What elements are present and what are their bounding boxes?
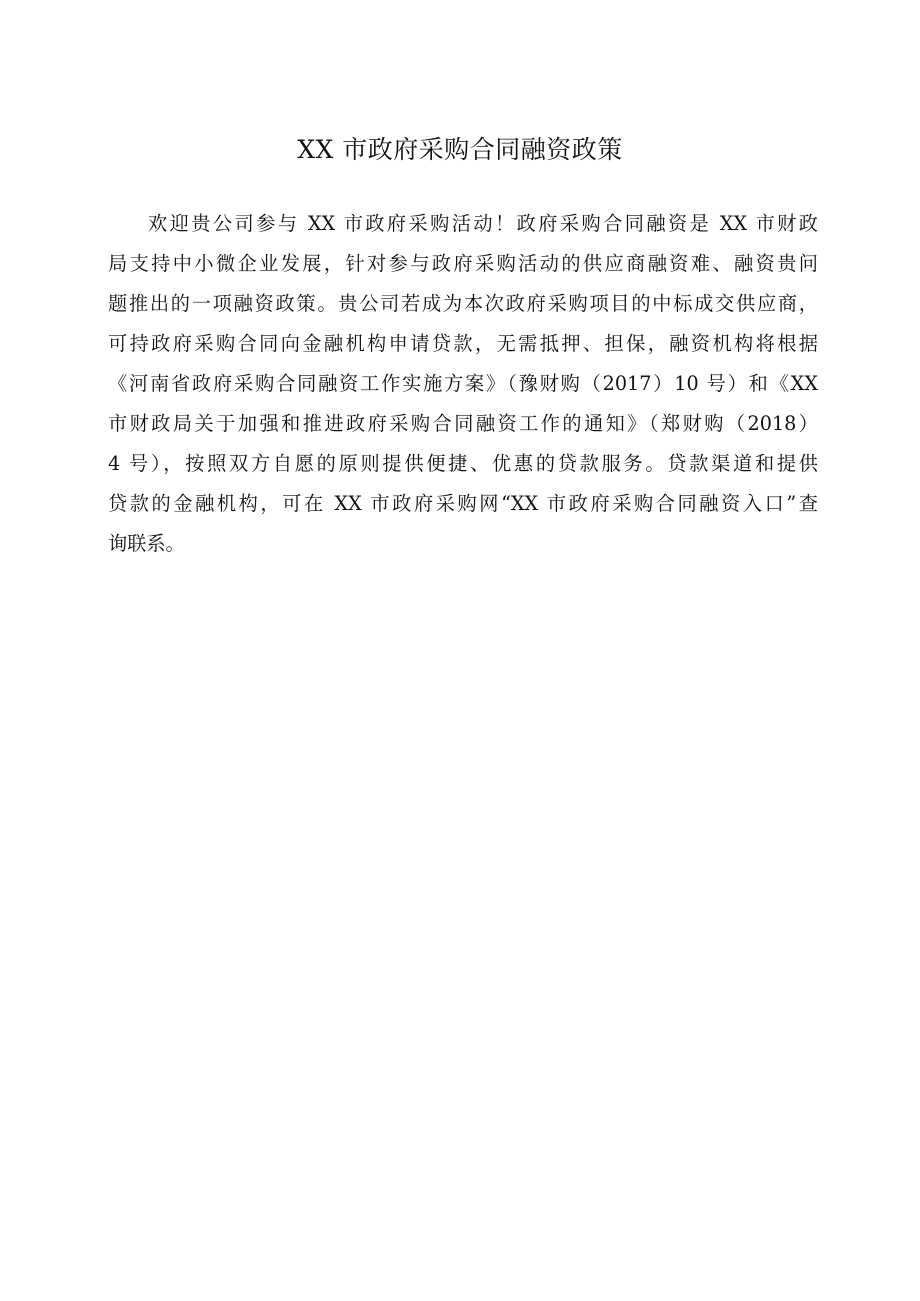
body-line: 可持政府采购合同向金融机构申请贷款，无需抵押、担保，融资机构将根据 (108, 332, 818, 355)
document-title: XX 市政府采购合同融资政策 (297, 135, 623, 164)
body-line: 贷款的金融机构，可在 XX 市政府采购网“XX 市政府采购合同融资入口”查 (108, 492, 818, 515)
document-body (108, 204, 818, 564)
body-line: 题推出的一项融资政策。贵公司若成为本次政府采购项目的中标成交供应商， (108, 292, 818, 315)
body-line: 4 号），按照双方自愿的原则提供便捷、优惠的贷款服务。贷款渠道和提供 (108, 452, 818, 475)
body-line: 欢迎贵公司参与 XX 市政府采购活动！政府采购合同融资是 XX 市财政 (148, 212, 818, 235)
body-line: 询联系。 (108, 532, 185, 555)
body-line: 局支持中小微企业发展，针对参与政府采购活动的供应商融资难、融资贵问 (108, 252, 818, 275)
body-line: 《河南省政府采购合同融资工作实施方案》（豫财购（2017）10 号）和《XX (108, 372, 818, 395)
body-line: 市财政局关于加强和推进政府采购合同融资工作的通知》（郑财购（2018） (108, 412, 818, 435)
